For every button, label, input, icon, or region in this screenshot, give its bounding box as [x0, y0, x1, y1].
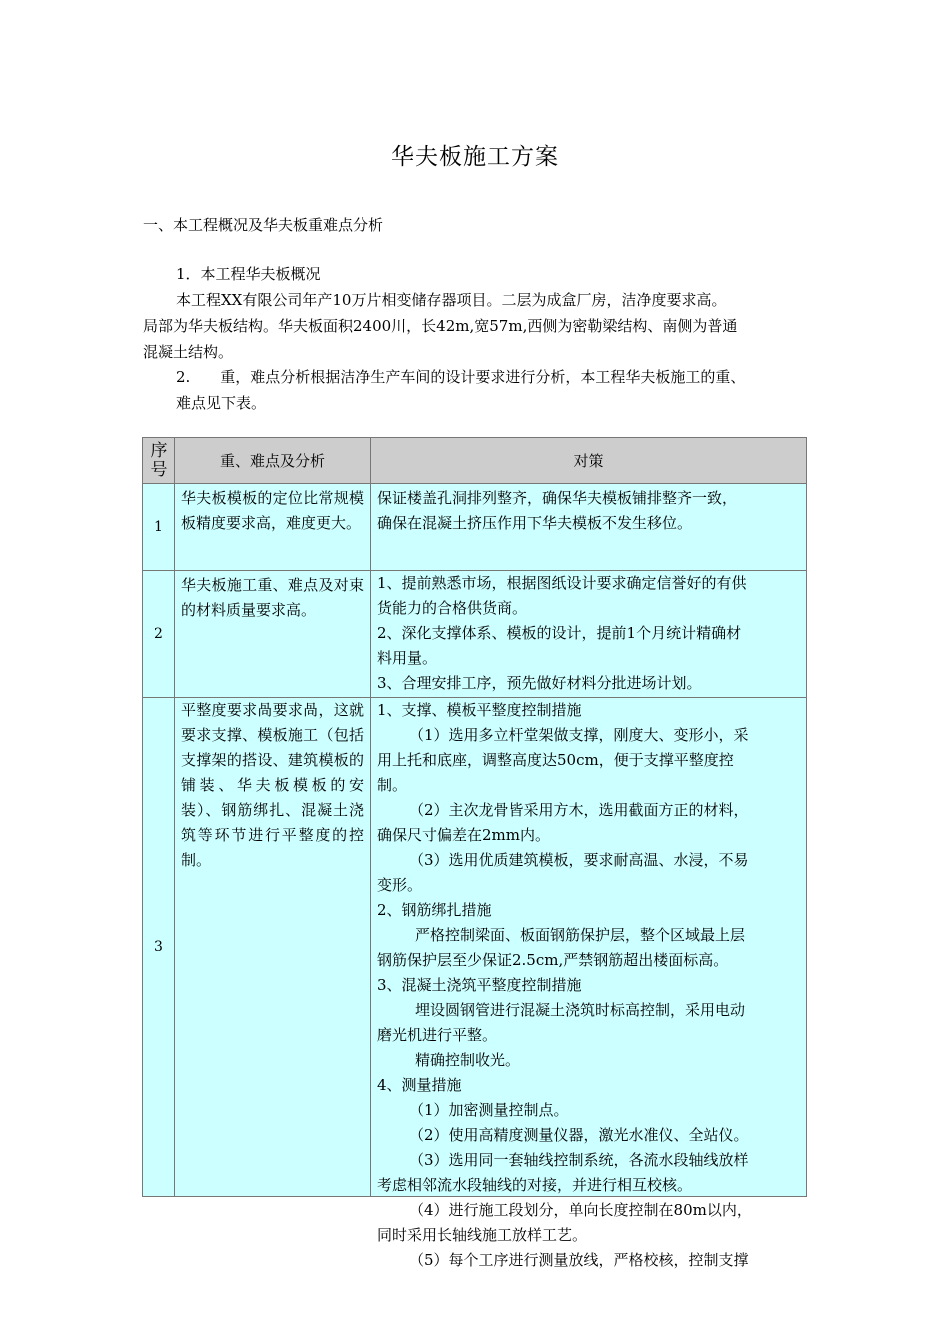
measure-line: （2）主次龙骨皆采用方木，选用截面方正的材料，: [409, 801, 749, 819]
measure-line: 用上托和底座，调整高度达50cm，便于支撑平整度控: [377, 751, 734, 769]
overview-line: 本工程XX有限公司年产10万片相变储存器项目。二层为成盒厂房，洁净度要求高。: [176, 291, 727, 309]
measure-line: 2、钢筋绑扎措施: [377, 901, 492, 919]
measure-line: 3、合理安排工序，预先做好材料分批进场计划。: [377, 674, 702, 692]
measure-line: 1、支撑、模板平整度控制措施: [377, 701, 582, 719]
difficulty-measures-table: [142, 437, 807, 1269]
analysis-line: 2. 重，难点分析根据洁净生产车间的设计要求进行分析，本工程华夫板施工的重、: [176, 368, 746, 386]
table-header-row: [143, 438, 807, 484]
row-seq: 3: [143, 698, 175, 1197]
overview-line: 局部为华夫板结构。华夫板面积2400川，长42m,宽57m,西侧为密勒梁结构、南侧为普通: [143, 317, 738, 335]
measure-line: 钢筋保护层至少保证2.5cm,严禁钢筋超出楼面标高。: [377, 951, 729, 969]
measure-line: 埋设圆钢管进行混凝土浇筑时标高控制，采用电动: [415, 1001, 746, 1019]
measure-line: 制。: [377, 776, 408, 794]
measure-line: 严格控制梁面、板面钢筋保护层，整个区域最上层: [415, 926, 746, 944]
row-measures: [371, 484, 807, 571]
measure-line: 确保尺寸偏差在2mm内。: [377, 826, 550, 844]
measure-list: [377, 698, 802, 1269]
measure-line: 同时采用长轴线施工放样工艺。: [377, 1226, 588, 1244]
measure-line: （2）使用高精度测量仪器，激光水准仪、全站仪。: [409, 1126, 749, 1144]
row-issue: 平整度要求咼要求咼，这就要求支撑、模板施工（包括支撑架的搭设、建筑模板的铺装、华夫板模板的安装）、钢筋绑扎、混凝土浇筑等环节进行平整度的控制。: [175, 698, 371, 1197]
overview-subheading: 1．本工程华夫板概况: [176, 265, 321, 283]
measure-line: 货能力的合格供货商。: [377, 599, 528, 617]
row-measures: [371, 571, 807, 698]
header-seq: 序号: [143, 438, 175, 484]
analysis-line: 难点见下表。: [176, 394, 267, 412]
overview-line: 混凝土结构。: [143, 343, 234, 361]
measure-line: （5）每个工序进行测量放线，严格校核，控制支撑: [409, 1251, 749, 1269]
measure-line: （3）选用优质建筑模板，要求耐高温、水浸，不易: [409, 851, 749, 869]
measure-line: 料用量。: [377, 649, 438, 667]
measure-line: 4、测量措施: [377, 1076, 462, 1094]
measure-line: （1）加密测量控制点。: [409, 1101, 569, 1119]
table-row: [143, 571, 807, 698]
header-issue: 重、难点及分析: [175, 438, 371, 484]
row-issue: 华夫板施工重、难点及对束的材料质量要求高。: [175, 571, 371, 698]
measure-line: 确保在混凝土挤压作用下华夫模板不发生移位。: [377, 514, 693, 532]
measure-line: （1）选用多立杆堂架做支撑，刚度大、变形小，采: [409, 726, 749, 744]
measure-line: 1、提前熟悉市场，根据图纸设计要求确定信誉好的有供: [377, 574, 747, 592]
measure-line: 2、深化支撑体系、模板的设计，提前1个月统计精确材: [377, 624, 742, 642]
section-heading: 一、本工程概况及华夫板重难点分析: [143, 216, 384, 234]
analysis-paragraph: [176, 364, 856, 416]
document-title: 华夫板施工方案: [391, 144, 559, 170]
measure-line: 变形。: [377, 876, 423, 894]
row-issue: 华夫板模板的定位比常规模板精度要求高，难度更大。: [175, 484, 371, 571]
measure-line: 考虑相邻流水段轴线的对接，并进行相互校核。: [377, 1176, 693, 1194]
row-seq: 1: [143, 484, 175, 571]
measure-line: （4）进行施工段划分，单向长度控制在80m以内，: [409, 1201, 752, 1219]
row-measures: [371, 698, 807, 1269]
header-measure: 对策: [371, 438, 807, 484]
table-row: [143, 484, 807, 571]
measure-line: 磨光机进行平整。: [377, 1026, 498, 1044]
table-row: [143, 698, 807, 1197]
row-seq: 2: [143, 571, 175, 698]
measure-line: 保证楼盖孔洞排列整齐，确保华夫模板铺排整齐一致，: [377, 489, 738, 507]
measure-line: （3）选用同一套轴线控制系统，各流水段轴线放样: [409, 1151, 749, 1169]
overview-paragraph: [143, 287, 823, 365]
measure-line: 3、混凝土浇筑平整度控制措施: [377, 976, 582, 994]
measure-line: 精确控制收光。: [415, 1051, 521, 1069]
